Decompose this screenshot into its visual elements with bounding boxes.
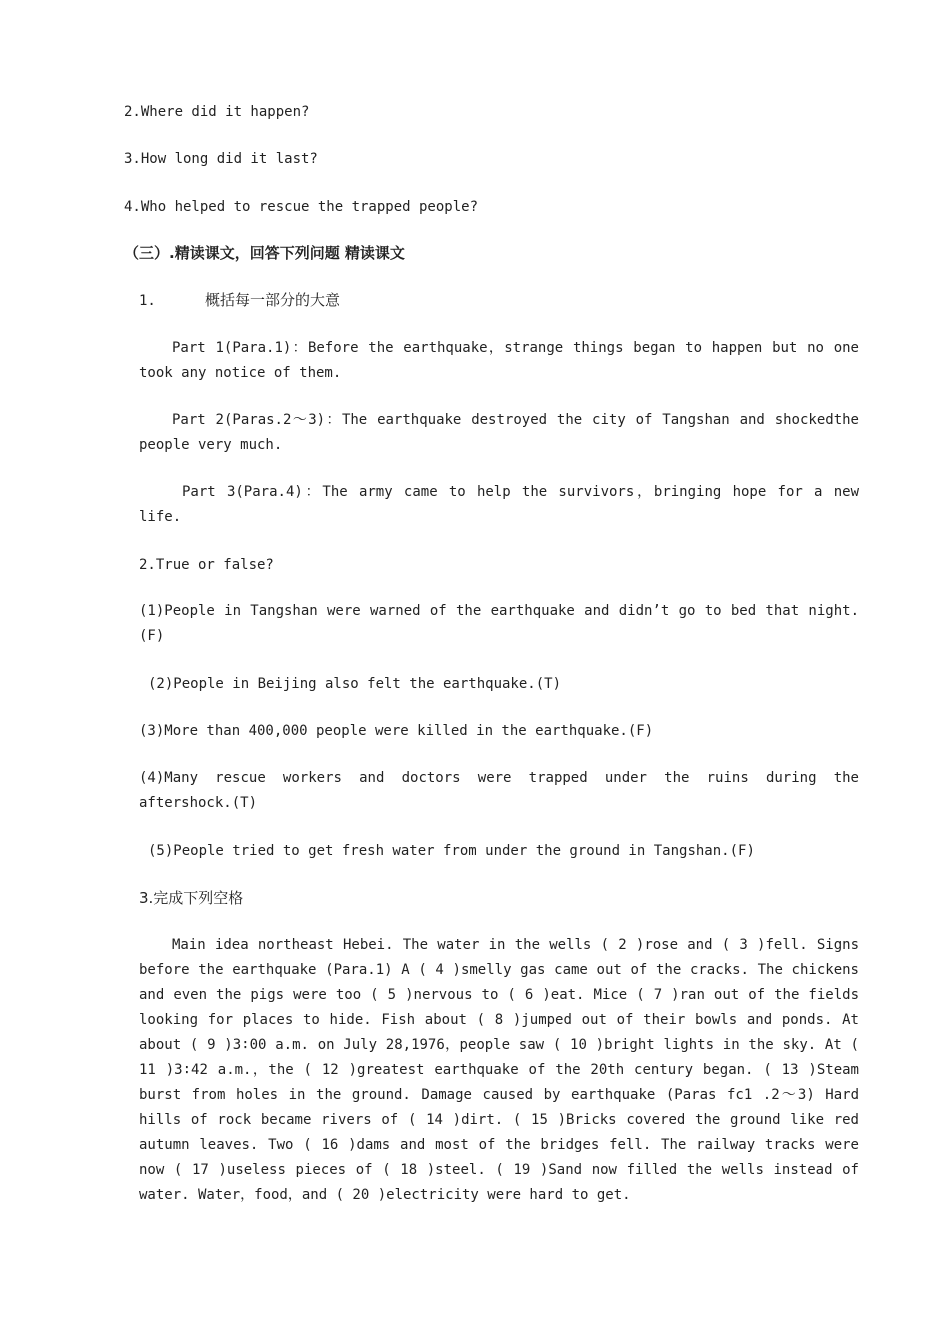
part-1-summary: Part 1(Para.1)：Before the earthquake，strange things began to happen but no one took any notice of them.: [139, 340, 859, 381]
part-2-summary: Part 2(Paras.2～3)：The earthquake destroyed the city of Tangshan and shockedthe people very much.: [139, 412, 859, 453]
cloze-passage: Main idea northeast Hebei. The water in the wells ( 2 )rose and ( 3 )fell. Signs before the earthquake (Para.1) A ( 4 )smelly gas came out of the cracks. The chickens and even the pigs were too ( 5 )nervous to ( 6 )eat. Mice ( 7 )ran out of the fields looking for places to hide. Fish about ( 8 )jumped out of their bowls and ponds. At about ( 9 )3∶00 a.m. on July 28,1976，people saw ( 10 )bright lights in the sky. At ( 11 )3∶42 a.m.，the ( 12 )greatest earthquake of the 20th century began. ( 13 )Steam burst from holes in the ground. Damage caused by earthquake (Paras fc1 .2～3) Hard hills of rock became rivers of ( 14 )dirt. ( 15 )Bricks covered the ground like red autumn leaves. Two ( 16 )dams and most of the bridges fell. The railway tracks were now ( 17 )useless pieces of ( 18 )steel. ( 19 )Sand now filled the wells instead of water. Water，food，and ( 20 )electricity were hard to get.: [139, 937, 859, 1203]
tf-item-4: (4)Many rescue workers and doctors were trapped under the ruins during the aftershock.(T): [139, 770, 859, 811]
question-4: 4.Who helped to rescue the trapped people?: [124, 199, 479, 215]
tf-item-2: (2)People in Beijing also felt the earthquake.(T): [148, 676, 562, 692]
tf-item-3: (3)More than 400,000 people were killed in the earthquake.(F): [139, 723, 654, 739]
part-3-summary: Part 3(Para.4)：The army came to help the survivors，bringing hope for a new life.: [139, 484, 859, 525]
task-3-title: 3.完成下列空格: [139, 889, 244, 907]
question-3: 3.How long did it last?: [124, 151, 318, 167]
task-1-label: 概括每一部分的大意: [205, 291, 341, 309]
task-1-title: [139, 290, 340, 311]
tf-item-1: (1)People in Tangshan were warned of the earthquake and didn’t go to bed that night.(F): [139, 603, 859, 644]
task-1-number: 1.: [139, 293, 156, 309]
tf-item-5: (5)People tried to get fresh water from under the ground in Tangshan.(F): [148, 843, 755, 859]
task-2-title: 2.True or false?: [139, 557, 274, 573]
section-heading: （三）.精读课文，回答下列问题 精读课文: [124, 244, 405, 262]
question-2: 2.Where did it happen?: [124, 104, 310, 120]
